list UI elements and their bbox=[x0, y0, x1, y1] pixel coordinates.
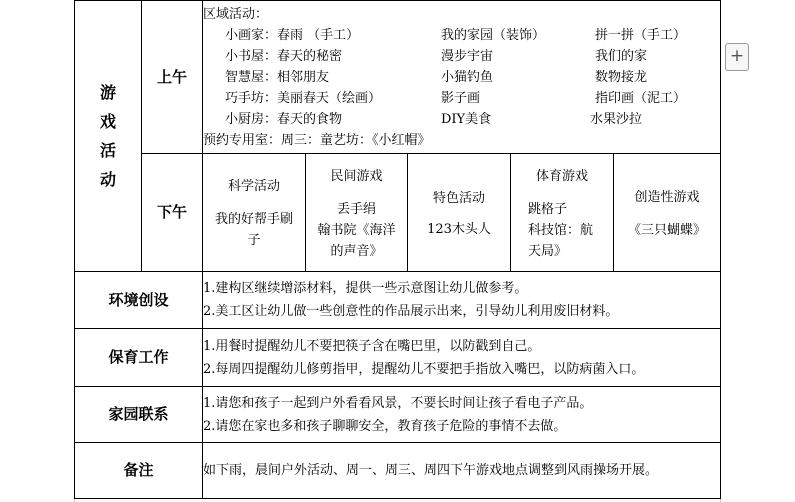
games-label: 游 戏 活 动 bbox=[99, 83, 116, 189]
home-contact-label: 家园联系 bbox=[108, 405, 169, 423]
environment-note: 1.建构区继续增添材料，提供一些示意图让幼儿做参考。 bbox=[203, 281, 528, 296]
afternoon-column-sports bbox=[511, 154, 614, 272]
column-title: 创造性游戏 bbox=[634, 189, 700, 205]
area-cell: 小书屋：春天的秘密 bbox=[225, 48, 343, 64]
remarks-label-cell bbox=[75, 443, 203, 499]
area-cell: 智慧屋：相邻朋友 bbox=[225, 69, 330, 85]
home-contact-notes-cell bbox=[203, 387, 721, 443]
column-line: 科技馆：航 bbox=[528, 222, 594, 238]
area-cell: 漫步宇宙 bbox=[441, 48, 494, 64]
area-cell: 影子画 bbox=[441, 90, 481, 106]
area-cell: 拼一拼（手工） bbox=[595, 27, 687, 43]
reserve-room-text: 预约专用室：周三：童艺坊：《小红帽》 bbox=[203, 132, 431, 148]
morning-label-cell bbox=[142, 1, 203, 154]
afternoon-column-creative bbox=[614, 154, 721, 272]
environment-label-cell bbox=[75, 272, 203, 329]
area-cell: 小厨房：春天的食物 bbox=[225, 111, 343, 127]
remarks-label: 备注 bbox=[123, 461, 154, 479]
area-row bbox=[203, 46, 720, 67]
home-contact-row bbox=[75, 387, 721, 443]
games-label-cell bbox=[75, 1, 142, 272]
care-label: 保育工作 bbox=[108, 348, 169, 366]
area-cell: 巧手坊：美丽春天（绘画） bbox=[225, 90, 382, 106]
care-note: 2.每周四提醒幼儿修剪指甲，提醒幼儿不要把手指放入嘴巴，以防病菌入口。 bbox=[203, 361, 645, 377]
area-cell: 我们的家 bbox=[595, 48, 648, 64]
add-button[interactable]: + bbox=[725, 43, 749, 71]
remarks-text-cell bbox=[203, 443, 721, 499]
games-afternoon-row bbox=[75, 154, 721, 272]
column-line: 的声音》 bbox=[330, 243, 383, 259]
afternoon-label-cell bbox=[142, 154, 203, 272]
environment-label: 环境创设 bbox=[108, 290, 169, 309]
area-row bbox=[203, 88, 720, 109]
care-label-cell bbox=[75, 329, 203, 387]
column-line: 跳格子 bbox=[528, 201, 568, 217]
area-cell: 我的家园（装饰） bbox=[441, 27, 546, 43]
care-row bbox=[75, 329, 721, 387]
environment-notes-cell bbox=[203, 272, 721, 329]
morning-label: 上午 bbox=[156, 67, 187, 86]
column-title: 特色活动 bbox=[432, 190, 485, 206]
column-title: 体育游戏 bbox=[535, 168, 588, 184]
column-line: 子 bbox=[247, 233, 261, 248]
afternoon-column-feature bbox=[408, 154, 511, 272]
weekly-plan-table bbox=[74, 0, 721, 499]
care-notes-cell bbox=[203, 329, 721, 387]
home-contact-note: 1.请您和孩子一起到户外看看风景，不要长时间让孩子看电子产品。 bbox=[203, 395, 593, 411]
area-cell: 小猫钓鱼 bbox=[441, 69, 494, 85]
column-line: 123木头人 bbox=[427, 221, 491, 237]
remarks-text: 如下雨，晨间户外活动、周一、周三、周四下午游戏地点调整到风雨操场开展。 bbox=[203, 463, 659, 478]
column-title: 科学活动 bbox=[227, 179, 280, 194]
area-cell: 小画家：春雨 （手工） bbox=[225, 27, 360, 43]
column-line: 我的好帮手刷 bbox=[214, 212, 293, 227]
remarks-row bbox=[75, 443, 721, 499]
area-activities-heading-text: 区域活动： bbox=[203, 6, 269, 22]
column-line: 丢手绢 bbox=[336, 201, 376, 217]
column-line: 天局》 bbox=[528, 243, 568, 259]
afternoon-column-science bbox=[203, 154, 306, 272]
column-title: 民间游戏 bbox=[330, 168, 383, 184]
morning-activities-cell bbox=[203, 1, 721, 154]
care-note: 1.用餐时提醒幼儿不要把筷子含在嘴巴里，以防戳到自己。 bbox=[203, 338, 541, 354]
reserve-room-line bbox=[203, 130, 720, 151]
home-contact-label-cell bbox=[75, 387, 203, 443]
column-line: 《三只蝴蝶》 bbox=[628, 222, 707, 238]
area-row bbox=[203, 109, 720, 130]
area-row bbox=[203, 67, 720, 88]
area-cell: 水果沙拉 bbox=[590, 111, 643, 127]
area-cell: 数物接龙 bbox=[595, 69, 648, 85]
area-activities-heading bbox=[203, 4, 720, 25]
environment-row bbox=[75, 272, 721, 329]
games-morning-row bbox=[75, 1, 721, 154]
area-cell: 指印画（泥工） bbox=[595, 90, 687, 106]
home-contact-note: 2.请您在家也多和孩子聊聊安全，教育孩子危险的事情不去做。 bbox=[203, 418, 567, 434]
area-row bbox=[203, 25, 720, 46]
column-line: 翰书院《海洋 bbox=[317, 222, 396, 238]
environment-note: 2.美工区让幼儿做一些创意性的作品展示出来，引导幼儿利用废旧材料。 bbox=[203, 304, 619, 319]
afternoon-label: 下午 bbox=[156, 203, 187, 221]
afternoon-column-folk-game bbox=[306, 154, 408, 272]
area-cell: DIY美食 bbox=[441, 111, 492, 127]
